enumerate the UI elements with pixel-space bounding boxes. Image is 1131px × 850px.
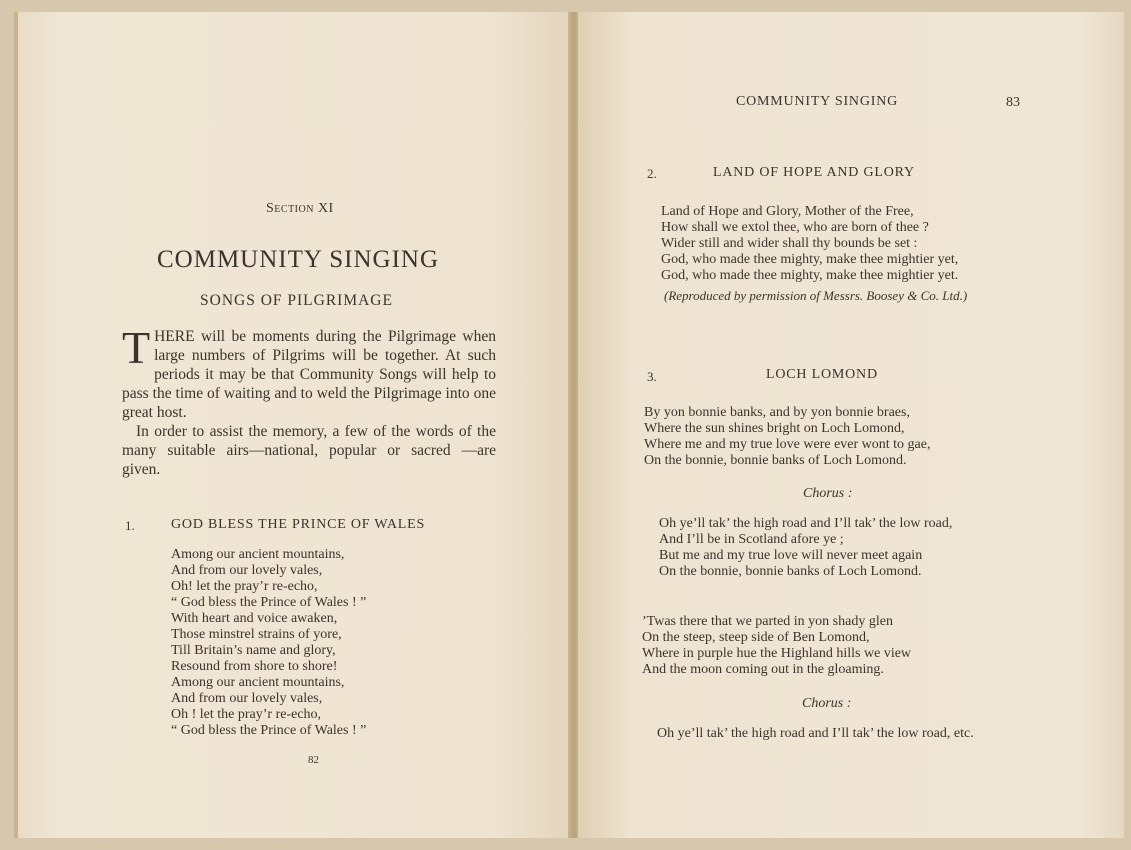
page-number-left: 82 xyxy=(308,754,319,766)
verse-line: And from our lovely vales, xyxy=(171,563,323,578)
verse-line: Oh! let the pray’r re-echo, xyxy=(171,579,318,594)
song-3-verse-1 xyxy=(644,405,931,469)
song-3-chorus xyxy=(659,516,952,580)
song-3-verse-2 xyxy=(642,614,911,678)
verse-line: How shall we extol thee, who are born of thee ? xyxy=(661,220,929,235)
chorus-label: Chorus : xyxy=(803,486,853,501)
subtitle: SONGS OF PILGRIMAGE xyxy=(200,292,393,309)
verse-line: ’Twas there that we parted in yon shady glen xyxy=(642,614,893,629)
verse-line: “ God bless the Prince of Wales ! ” xyxy=(171,723,367,738)
verse-line: Oh ! let the pray’r re-echo, xyxy=(171,707,322,722)
verse-line: And I’ll be in Scotland afore ye ; xyxy=(659,532,844,547)
verse-line: Resound from shore to shore! xyxy=(171,659,338,674)
verse-line: By yon bonnie banks, and by yon bonnie braes, xyxy=(644,405,910,420)
verse-line: Land of Hope and Glory, Mother of the Free, xyxy=(661,204,914,219)
verse-line: Wider still and wider shall thy bounds be set : xyxy=(661,236,918,251)
verse-line: On the bonnie, bonnie banks of Loch Lomond. xyxy=(659,564,922,579)
intro-text xyxy=(122,322,496,479)
running-head: COMMUNITY SINGING xyxy=(736,94,899,109)
song-2-verse xyxy=(661,204,958,284)
chorus-label-2: Chorus : xyxy=(802,696,852,711)
verse-line: Till Britain’s name and glory, xyxy=(171,643,336,658)
song-2-number: 2. xyxy=(647,166,657,181)
permission-note: (Reproduced by permission of Messrs. Boosey & Co. Ltd.) xyxy=(664,288,968,303)
intro-paragraph-1: HERE will be moments during the Pilgrimage when large numbers of Pilgrims will be together. At such periods it may be that Community Songs will help to pass the time of waiting and to weld the Pilgrimage into one great host. xyxy=(122,328,496,421)
page-number-right: 83 xyxy=(1006,95,1020,110)
verse-line: “ God bless the Prince of Wales ! ” xyxy=(171,595,367,610)
song-1-number: 1. xyxy=(125,518,135,533)
song-2-title: LAND OF HOPE AND GLORY xyxy=(713,165,915,180)
song-3-title: LOCH LOMOND xyxy=(766,367,878,382)
verse-line: Where the sun shines bright on Loch Lomond, xyxy=(644,421,905,436)
verse-line: Among our ancient mountains, xyxy=(171,547,345,562)
verse-line: And from our lovely vales, xyxy=(171,691,323,706)
verse-line: But me and my true love will never meet again xyxy=(659,548,923,563)
song-1-verse xyxy=(171,547,366,739)
verse-line: Where in purple hue the Highland hills we view xyxy=(642,646,912,661)
verse-line: Oh ye’ll tak’ the high road and I’ll tak’ the low road, xyxy=(659,516,953,531)
verse-line: Where me and my true love were ever wont to gae, xyxy=(644,437,931,452)
verse-line: Among our ancient mountains, xyxy=(171,675,345,690)
section-label: Section XI xyxy=(266,201,334,216)
song-1-title: GOD BLESS THE PRINCE OF WALES xyxy=(171,517,426,532)
page-title: COMMUNITY SINGING xyxy=(157,246,440,273)
song-3-number: 3. xyxy=(647,369,657,384)
verse-line: With heart and voice awaken, xyxy=(171,611,338,626)
verse-line: On the steep, steep side of Ben Lomond, xyxy=(642,630,870,645)
verse-line: Those minstrel strains of yore, xyxy=(171,627,342,642)
verse-line: On the bonnie, bonnie banks of Loch Lomond. xyxy=(644,453,907,468)
chorus-repeat-line: Oh ye’ll tak’ the high road and I’ll tak’ the low road, etc. xyxy=(657,726,974,741)
drop-cap: T xyxy=(122,322,151,373)
verse-line: God, who made thee mighty, make thee mightier yet. xyxy=(661,268,959,283)
verse-line: And the moon coming out in the gloaming. xyxy=(642,662,884,677)
intro-paragraph-2: In order to assist the memory, a few of the words of the many suitable airs—national, popular or sacred —are given. xyxy=(122,423,496,478)
verse-line: God, who made thee mighty, make thee mightier yet, xyxy=(661,252,959,267)
